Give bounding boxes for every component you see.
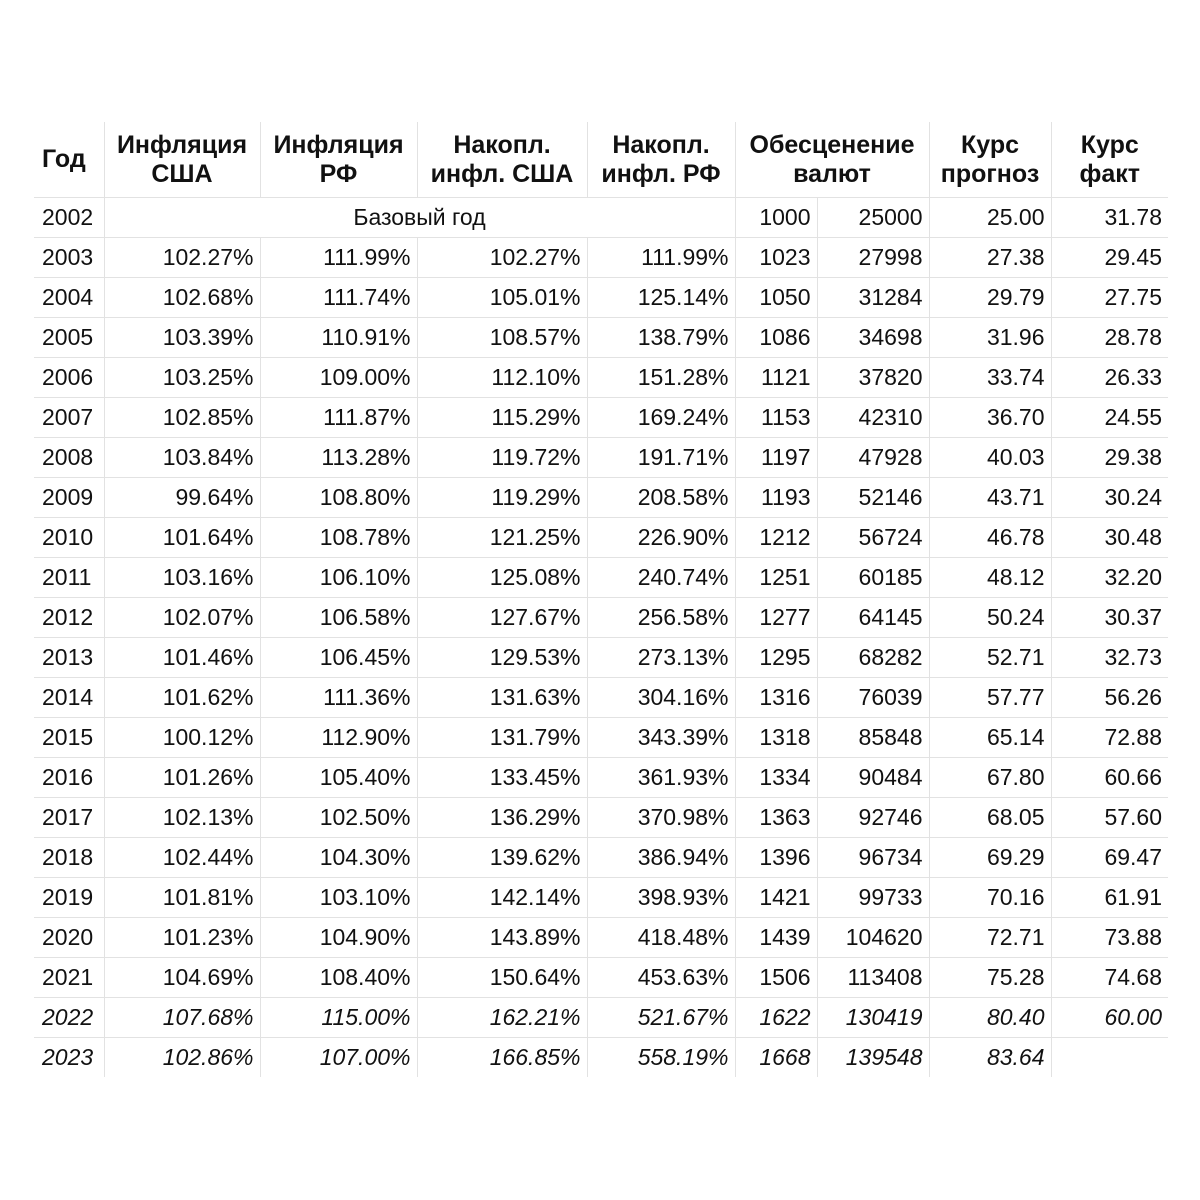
table-row: [34, 998, 1168, 1038]
cell-inflation-us: 103.16%: [104, 558, 260, 598]
cell-cumulative-us: 108.57%: [417, 318, 587, 358]
cell-inflation-ru: 107.00%: [260, 1038, 417, 1078]
cell-devaluation-usd: 1363: [735, 798, 817, 838]
cell-inflation-us: 101.62%: [104, 678, 260, 718]
cell-devaluation-rub: 76039: [817, 678, 929, 718]
header-inflation-ru: [260, 122, 417, 198]
cell-cumulative-ru: 138.79%: [587, 318, 735, 358]
header-row: [34, 122, 1168, 198]
cell-inflation-ru: 113.28%: [260, 438, 417, 478]
cell-devaluation-usd: 1396: [735, 838, 817, 878]
cell-rate-fact: 72.88: [1051, 718, 1168, 758]
cell-inflation-us: 103.25%: [104, 358, 260, 398]
cell-cumulative-ru: 125.14%: [587, 278, 735, 318]
table-row: [34, 1038, 1168, 1078]
table-row: [34, 398, 1168, 438]
cell-inflation-ru: 109.00%: [260, 358, 417, 398]
cell-rate-fact: 60.66: [1051, 758, 1168, 798]
cell-rate-fact: 30.48: [1051, 518, 1168, 558]
header-inflation-ru-line1: Инфляция: [273, 130, 404, 159]
cell-inflation-ru: 115.00%: [260, 998, 417, 1038]
cell-rate-fact: 69.47: [1051, 838, 1168, 878]
cell-inflation-ru: 103.10%: [260, 878, 417, 918]
table-row: [34, 918, 1168, 958]
cell-inflation-us: 102.13%: [104, 798, 260, 838]
header-rate-fact-line1: Курс: [1080, 130, 1139, 159]
cell-inflation-us: 99.64%: [104, 478, 260, 518]
cell-rate-forecast: 40.03: [929, 438, 1051, 478]
cell-inflation-us: 101.23%: [104, 918, 260, 958]
cell-devaluation-usd: 1622: [735, 998, 817, 1038]
cell-devaluation-usd: 1212: [735, 518, 817, 558]
cell-rate-forecast: 75.28: [929, 958, 1051, 998]
cell-year: 2018: [34, 838, 104, 878]
cell-rate-forecast: 83.64: [929, 1038, 1051, 1078]
cell-devaluation-rub: 92746: [817, 798, 929, 838]
cell-inflation-us: 102.68%: [104, 278, 260, 318]
cell-devaluation-rub: 52146: [817, 478, 929, 518]
cell-year: 2017: [34, 798, 104, 838]
cell-cumulative-ru: 398.93%: [587, 878, 735, 918]
table-row: [34, 518, 1168, 558]
cell-rate-forecast: 27.38: [929, 238, 1051, 278]
table-row: [34, 318, 1168, 358]
cell-devaluation-rub: 47928: [817, 438, 929, 478]
cell-inflation-us: 101.81%: [104, 878, 260, 918]
table-row: [34, 358, 1168, 398]
cell-cumulative-us: 142.14%: [417, 878, 587, 918]
cell-rate-forecast: 57.77: [929, 678, 1051, 718]
table-row: [34, 878, 1168, 918]
cell-cumulative-us: 131.79%: [417, 718, 587, 758]
cell-inflation-us: 104.69%: [104, 958, 260, 998]
cell-devaluation-rub: 42310: [817, 398, 929, 438]
table-row: [34, 598, 1168, 638]
cell-rate-forecast: 68.05: [929, 798, 1051, 838]
cell-devaluation-usd: 1197: [735, 438, 817, 478]
cell-rate-fact: 57.60: [1051, 798, 1168, 838]
cell-rate-forecast: 65.14: [929, 718, 1051, 758]
cell-cumulative-ru: 256.58%: [587, 598, 735, 638]
header-cumulative-us-line1: Накопл.: [453, 130, 551, 159]
cell-devaluation-rub: 60185: [817, 558, 929, 598]
cell-devaluation-usd: 1421: [735, 878, 817, 918]
cell-year: 2019: [34, 878, 104, 918]
cell-devaluation-rub: 64145: [817, 598, 929, 638]
cell-inflation-ru: 102.50%: [260, 798, 417, 838]
cell-cumulative-us: 121.25%: [417, 518, 587, 558]
cell-year: 2004: [34, 278, 104, 318]
cell-rate-forecast: 31.96: [929, 318, 1051, 358]
base-year-row: [34, 198, 1168, 238]
header-rate-fact-line2: факт: [1079, 159, 1141, 188]
cell-inflation-us: 100.12%: [104, 718, 260, 758]
cell-year: 2006: [34, 358, 104, 398]
cell-inflation-us: 102.44%: [104, 838, 260, 878]
cell-year: 2005: [34, 318, 104, 358]
cell-inflation-us: 103.84%: [104, 438, 260, 478]
header-devaluation-line2: валют: [793, 159, 871, 188]
cell-cumulative-us: 143.89%: [417, 918, 587, 958]
cell-devaluation-usd: 1193: [735, 478, 817, 518]
table-row: [34, 558, 1168, 598]
cell-devaluation-usd: 1506: [735, 958, 817, 998]
header-cumulative-ru-line1: Накопл.: [612, 130, 710, 159]
header-cumulative-ru: [587, 122, 735, 198]
cell-year: 2002: [34, 198, 104, 238]
cell-devaluation-rub: 27998: [817, 238, 929, 278]
cell-cumulative-us: 136.29%: [417, 798, 587, 838]
cell-cumulative-ru: 386.94%: [587, 838, 735, 878]
cell-devaluation-usd: 1086: [735, 318, 817, 358]
cell-devaluation-usd: 1050: [735, 278, 817, 318]
header-rate-forecast: [929, 122, 1051, 198]
cell-inflation-us: 101.46%: [104, 638, 260, 678]
cell-inflation-us: 107.68%: [104, 998, 260, 1038]
cell-cumulative-us: 102.27%: [417, 238, 587, 278]
cell-rate-forecast: 43.71: [929, 478, 1051, 518]
table-row: [34, 678, 1168, 718]
table-row: [34, 478, 1168, 518]
cell-rate-fact: 61.91: [1051, 878, 1168, 918]
cell-devaluation-rub: 96734: [817, 838, 929, 878]
table-row: [34, 838, 1168, 878]
cell-inflation-ru: 111.87%: [260, 398, 417, 438]
cell-rate-fact: 29.38: [1051, 438, 1168, 478]
cell-cumulative-ru: 208.58%: [587, 478, 735, 518]
header-cumulative-us-line2: инфл. США: [430, 159, 574, 188]
cell-devaluation-usd: 1277: [735, 598, 817, 638]
cell-rate-fact: 30.37: [1051, 598, 1168, 638]
cell-cumulative-ru: 453.63%: [587, 958, 735, 998]
cell-rate-fact: 29.45: [1051, 238, 1168, 278]
cell-devaluation-usd: 1295: [735, 638, 817, 678]
table-row: [34, 438, 1168, 478]
cell-inflation-us: 101.26%: [104, 758, 260, 798]
cell-inflation-ru: 104.30%: [260, 838, 417, 878]
table-row: [34, 638, 1168, 678]
cell-cumulative-ru: 111.99%: [587, 238, 735, 278]
cell-cumulative-us: 162.21%: [417, 998, 587, 1038]
cell-devaluation-usd: 1316: [735, 678, 817, 718]
cell-rate-fact: [1051, 1038, 1168, 1078]
cell-devaluation-usd: 1334: [735, 758, 817, 798]
cell-cumulative-us: 131.63%: [417, 678, 587, 718]
base-year-label: Базовый год: [104, 198, 735, 238]
header-inflation-ru-line2: РФ: [319, 159, 358, 188]
cell-devaluation-usd: 1668: [735, 1038, 817, 1078]
cell-cumulative-us: 139.62%: [417, 838, 587, 878]
cell-rate-forecast: 36.70: [929, 398, 1051, 438]
cell-inflation-us: 102.85%: [104, 398, 260, 438]
cell-rate-fact: 24.55: [1051, 398, 1168, 438]
cell-cumulative-ru: 240.74%: [587, 558, 735, 598]
header-rate-forecast-line2: прогноз: [940, 159, 1040, 188]
cell-year: 2003: [34, 238, 104, 278]
cell-devaluation-rub: 99733: [817, 878, 929, 918]
cell-inflation-ru: 108.40%: [260, 958, 417, 998]
cell-devaluation-rub: 34698: [817, 318, 929, 358]
header-cumulative-us: [417, 122, 587, 198]
header-devaluation-line1: Обесценение: [749, 130, 915, 159]
cell-cumulative-us: 125.08%: [417, 558, 587, 598]
cell-rate-fact: 31.78: [1051, 198, 1168, 238]
header-inflation-us: [104, 122, 260, 198]
cell-cumulative-us: 166.85%: [417, 1038, 587, 1078]
cell-rate-forecast: 52.71: [929, 638, 1051, 678]
cell-cumulative-ru: 418.48%: [587, 918, 735, 958]
header-rate-fact: [1051, 122, 1168, 198]
cell-year: 2012: [34, 598, 104, 638]
cell-rate-forecast: 33.74: [929, 358, 1051, 398]
cell-rate-fact: 73.88: [1051, 918, 1168, 958]
cell-devaluation-rub: 130419: [817, 998, 929, 1038]
cell-rate-fact: 27.75: [1051, 278, 1168, 318]
cell-rate-fact: 26.33: [1051, 358, 1168, 398]
cell-inflation-ru: 110.91%: [260, 318, 417, 358]
header-inflation-us-line1: Инфляция: [116, 130, 248, 159]
cell-cumulative-ru: 370.98%: [587, 798, 735, 838]
cell-year: 2008: [34, 438, 104, 478]
cell-inflation-ru: 111.36%: [260, 678, 417, 718]
table-body: [34, 198, 1168, 1078]
cell-inflation-ru: 106.10%: [260, 558, 417, 598]
cell-cumulative-us: 129.53%: [417, 638, 587, 678]
table-row: [34, 278, 1168, 318]
cell-year: 2010: [34, 518, 104, 558]
cell-year: 2016: [34, 758, 104, 798]
cell-year: 2007: [34, 398, 104, 438]
cell-rate-forecast: 29.79: [929, 278, 1051, 318]
header-rate-forecast-line1: Курс: [961, 130, 1020, 159]
cell-devaluation-rub: 85848: [817, 718, 929, 758]
header-devaluation: [735, 122, 929, 198]
cell-rate-fact: 56.26: [1051, 678, 1168, 718]
table-row: [34, 758, 1168, 798]
cell-inflation-ru: 104.90%: [260, 918, 417, 958]
cell-year: 2013: [34, 638, 104, 678]
cell-year: 2023: [34, 1038, 104, 1078]
cell-devaluation-rub: 37820: [817, 358, 929, 398]
cell-rate-forecast: 70.16: [929, 878, 1051, 918]
cell-rate-fact: 32.20: [1051, 558, 1168, 598]
cell-inflation-ru: 105.40%: [260, 758, 417, 798]
cell-cumulative-ru: 169.24%: [587, 398, 735, 438]
cell-cumulative-ru: 521.67%: [587, 998, 735, 1038]
cell-devaluation-usd: 1121: [735, 358, 817, 398]
cell-inflation-us: 102.27%: [104, 238, 260, 278]
cell-devaluation-usd: 1439: [735, 918, 817, 958]
cell-rate-forecast: 48.12: [929, 558, 1051, 598]
table-row: [34, 958, 1168, 998]
cell-devaluation-usd: 1251: [735, 558, 817, 598]
cell-devaluation-rub: 90484: [817, 758, 929, 798]
inflation-exchange-rate-table: [34, 122, 1168, 1077]
cell-year: 2009: [34, 478, 104, 518]
cell-year: 2014: [34, 678, 104, 718]
cell-inflation-us: 102.86%: [104, 1038, 260, 1078]
cell-cumulative-us: 112.10%: [417, 358, 587, 398]
cell-cumulative-ru: 558.19%: [587, 1038, 735, 1078]
cell-inflation-ru: 112.90%: [260, 718, 417, 758]
header-year: [34, 122, 104, 198]
cell-devaluation-rub: 113408: [817, 958, 929, 998]
cell-devaluation-usd: 1023: [735, 238, 817, 278]
cell-cumulative-us: 119.72%: [417, 438, 587, 478]
cell-rate-forecast: 69.29: [929, 838, 1051, 878]
cell-year: 2015: [34, 718, 104, 758]
cell-devaluation-rub: 31284: [817, 278, 929, 318]
table-row: [34, 718, 1168, 758]
cell-cumulative-us: 150.64%: [417, 958, 587, 998]
cell-cumulative-ru: 361.93%: [587, 758, 735, 798]
cell-cumulative-ru: 191.71%: [587, 438, 735, 478]
table-row: [34, 238, 1168, 278]
cell-inflation-ru: 111.74%: [260, 278, 417, 318]
cell-rate-forecast: 80.40: [929, 998, 1051, 1038]
cell-rate-forecast: 67.80: [929, 758, 1051, 798]
cell-cumulative-ru: 151.28%: [587, 358, 735, 398]
cell-inflation-ru: 106.45%: [260, 638, 417, 678]
cell-rate-forecast: 46.78: [929, 518, 1051, 558]
cell-cumulative-us: 119.29%: [417, 478, 587, 518]
cell-rate-fact: 30.24: [1051, 478, 1168, 518]
cell-cumulative-ru: 273.13%: [587, 638, 735, 678]
header-year-text: Год: [42, 145, 86, 173]
cell-inflation-ru: 108.80%: [260, 478, 417, 518]
cell-rate-fact: 32.73: [1051, 638, 1168, 678]
cell-devaluation-usd: 1318: [735, 718, 817, 758]
cell-inflation-us: 101.64%: [104, 518, 260, 558]
cell-devaluation-usd: 1000: [735, 198, 817, 238]
cell-devaluation-usd: 1153: [735, 398, 817, 438]
cell-cumulative-ru: 304.16%: [587, 678, 735, 718]
cell-rate-fact: 28.78: [1051, 318, 1168, 358]
cell-cumulative-us: 115.29%: [417, 398, 587, 438]
cell-year: 2020: [34, 918, 104, 958]
cell-year: 2021: [34, 958, 104, 998]
cell-rate-forecast: 50.24: [929, 598, 1051, 638]
cell-rate-forecast: 72.71: [929, 918, 1051, 958]
cell-devaluation-rub: 139548: [817, 1038, 929, 1078]
cell-devaluation-rub: 68282: [817, 638, 929, 678]
cell-devaluation-rub: 25000: [817, 198, 929, 238]
cell-devaluation-rub: 104620: [817, 918, 929, 958]
inflation-table-container: [34, 122, 1168, 1077]
cell-year: 2022: [34, 998, 104, 1038]
cell-inflation-us: 103.39%: [104, 318, 260, 358]
cell-rate-forecast: 25.00: [929, 198, 1051, 238]
header-cumulative-ru-line2: инфл. РФ: [601, 159, 721, 188]
cell-devaluation-rub: 56724: [817, 518, 929, 558]
cell-inflation-ru: 108.78%: [260, 518, 417, 558]
cell-inflation-ru: 106.58%: [260, 598, 417, 638]
cell-rate-fact: 60.00: [1051, 998, 1168, 1038]
cell-cumulative-us: 133.45%: [417, 758, 587, 798]
cell-inflation-us: 102.07%: [104, 598, 260, 638]
cell-cumulative-us: 105.01%: [417, 278, 587, 318]
cell-cumulative-ru: 226.90%: [587, 518, 735, 558]
cell-year: 2011: [34, 558, 104, 598]
cell-cumulative-us: 127.67%: [417, 598, 587, 638]
cell-inflation-ru: 111.99%: [260, 238, 417, 278]
header-inflation-us-line2: США: [151, 159, 213, 188]
cell-cumulative-ru: 343.39%: [587, 718, 735, 758]
cell-rate-fact: 74.68: [1051, 958, 1168, 998]
table-row: [34, 798, 1168, 838]
